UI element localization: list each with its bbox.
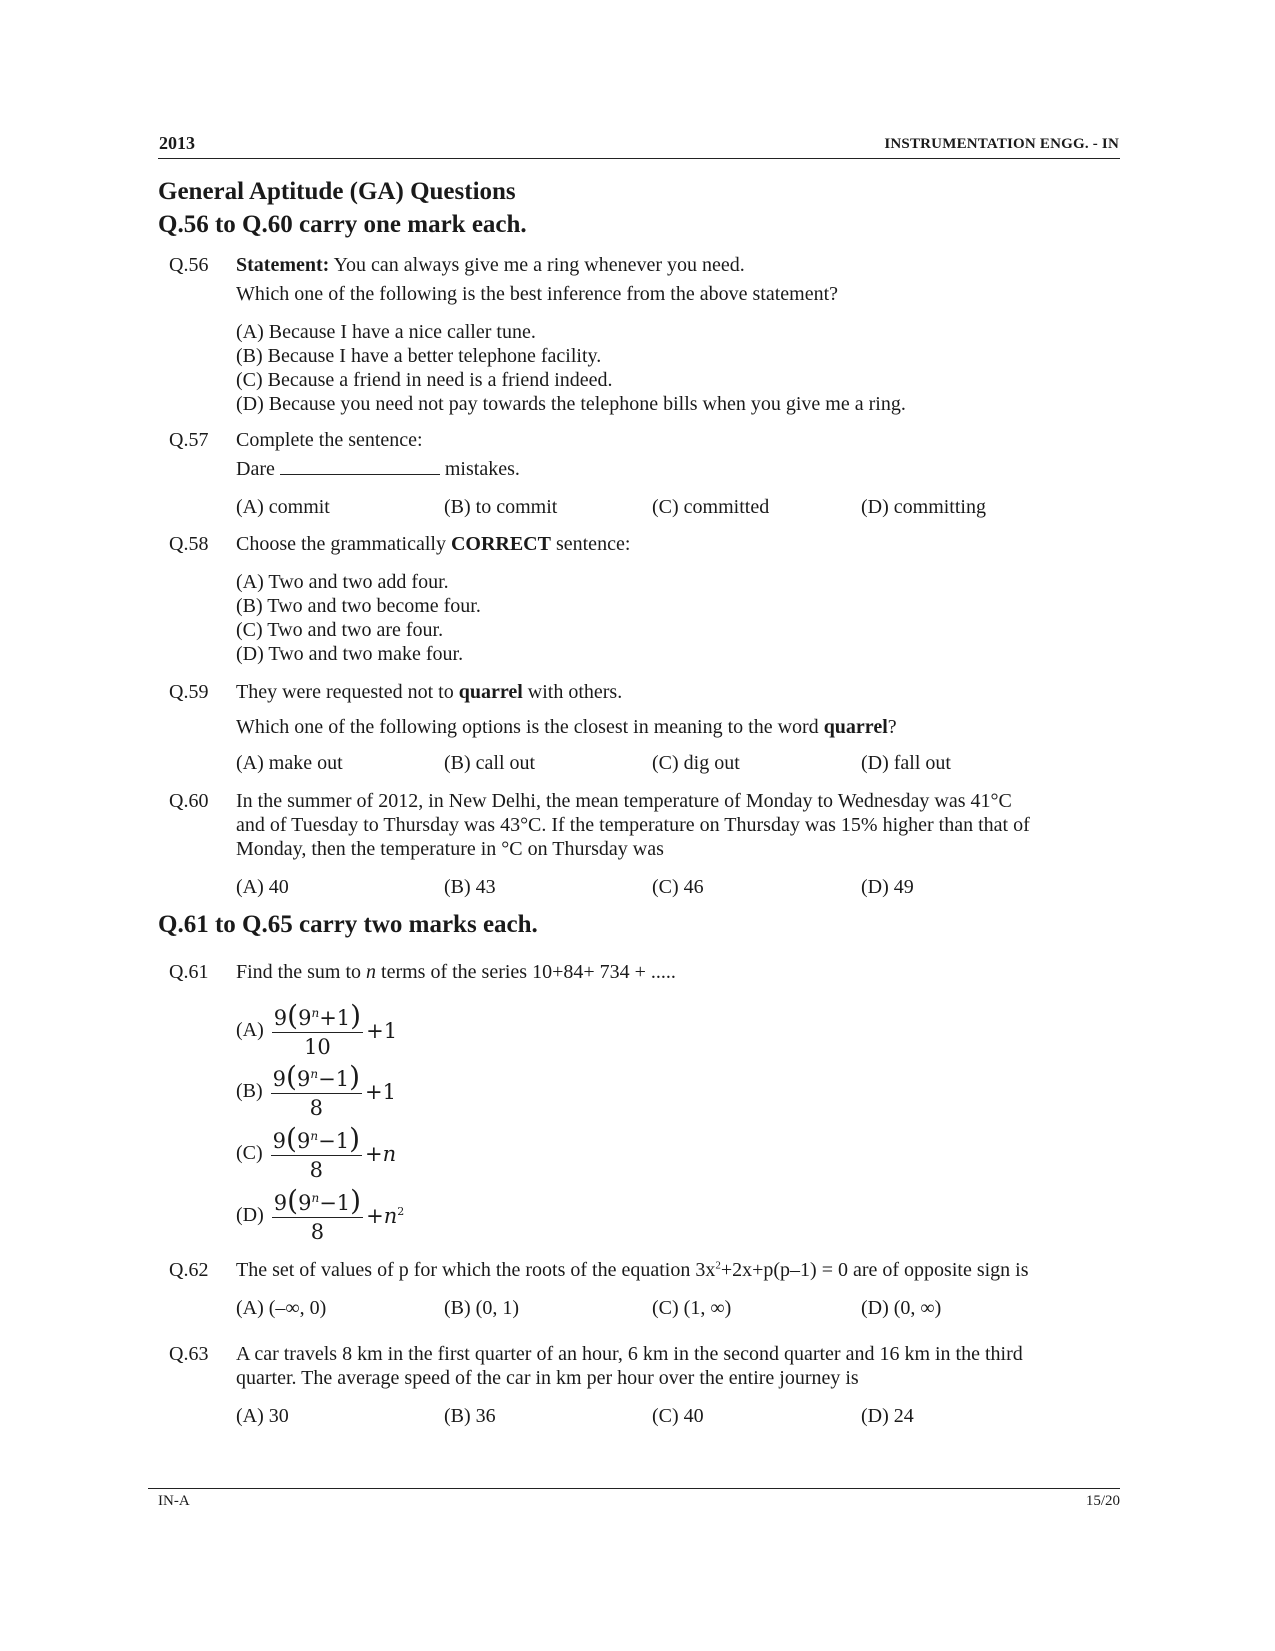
- fraction-numerator: [271, 1060, 362, 1094]
- question-number: Q.57: [169, 429, 209, 451]
- fraction-denominator: 8: [309, 1096, 324, 1120]
- num-exp: n: [310, 1067, 319, 1081]
- num-term: −1: [318, 1067, 350, 1091]
- q59-option-a[interactable]: (A) make out: [236, 752, 343, 774]
- q58-option-d[interactable]: (D) Two and two make four.: [236, 643, 464, 665]
- fraction: [272, 1184, 363, 1244]
- section-title-ga: General Aptitude (GA) Questions: [158, 178, 516, 205]
- question-number: Q.56: [169, 254, 209, 276]
- q56-statement: [236, 254, 745, 277]
- num-term: −1: [319, 1191, 351, 1215]
- q58-prompt: [236, 533, 630, 556]
- question-number: Q.63: [169, 1343, 209, 1365]
- option-label: (C): [236, 1142, 263, 1164]
- footer-rule: [148, 1488, 1120, 1489]
- q60-option-b[interactable]: (B) 43: [444, 876, 496, 898]
- tail-term: +1: [365, 1079, 396, 1104]
- fraction-numerator: [272, 999, 363, 1033]
- q58-prompt-bold: CORRECT: [450, 533, 551, 555]
- q58-prompt-start: Choose the grammatically: [236, 533, 446, 555]
- q63-line: quarter. The average speed of the car in km per hour over the entire journey is: [236, 1367, 859, 1389]
- option-tail: [365, 1080, 396, 1104]
- q62-prompt: [236, 1259, 1029, 1282]
- q61-prompt-end: terms of the series 10+84+ 734 + .....: [381, 961, 676, 983]
- footer-page-number: 15/20: [1085, 1493, 1120, 1509]
- q63-line: A car travels 8 km in the first quarter of an hour, 6 km in the second quarter and 16 km in the third: [236, 1343, 1023, 1365]
- q60-option-a[interactable]: (A) 40: [236, 876, 289, 898]
- q62-prompt-start: The set of values of p for which the roots of the equation 3x: [236, 1259, 716, 1281]
- fraction: [272, 999, 363, 1059]
- num-term: −1: [318, 1129, 350, 1153]
- q56-option-c[interactable]: (C) Because a friend in need is a friend indeed.: [236, 369, 613, 391]
- q63-option-b[interactable]: (B) 36: [444, 1405, 496, 1427]
- q58-option-c[interactable]: (C) Two and two are four.: [236, 619, 444, 641]
- num-coef: 9: [272, 1129, 287, 1153]
- header-year: 2013: [159, 133, 195, 153]
- q59-line2: [236, 716, 897, 739]
- fraction: [271, 1060, 362, 1120]
- q59-option-c[interactable]: (C) dig out: [652, 752, 740, 774]
- q57-sentence-end: mistakes.: [444, 458, 520, 480]
- tail-term: +1: [366, 1018, 398, 1043]
- q57-sentence: [236, 458, 520, 481]
- paren-close: ): [349, 1122, 360, 1155]
- num-base: 9: [296, 1067, 311, 1091]
- q63-option-c[interactable]: (C) 40: [652, 1405, 704, 1427]
- q62-option-b[interactable]: (B) (0, 1): [444, 1297, 519, 1319]
- q59-line1-end: with others.: [527, 681, 623, 703]
- q57-option-a[interactable]: (A) commit: [236, 496, 330, 518]
- paren-open: (: [286, 1060, 297, 1093]
- fill-blank: [280, 460, 440, 475]
- q56-prompt: Which one of the following is the best inference from the above statement?: [236, 283, 839, 305]
- fraction-denominator: 10: [304, 1035, 331, 1059]
- q56-option-d[interactable]: (D) Because you need not pay towards the telephone bills when you give me a ring.: [236, 393, 906, 415]
- q58-option-b[interactable]: (B) Two and two become four.: [236, 595, 481, 617]
- q59-line1: [236, 681, 622, 704]
- header-title: INSTRUMENTATION ENGG. - IN: [884, 136, 1119, 152]
- option-label: (B): [236, 1080, 263, 1102]
- q61-option-b[interactable]: [236, 1060, 396, 1120]
- num-base: 9: [298, 1191, 312, 1215]
- q56-option-a[interactable]: (A) Because I have a nice caller tune.: [236, 321, 536, 343]
- option-tail: [366, 1019, 397, 1043]
- question-number: Q.58: [169, 533, 209, 555]
- fraction: [271, 1122, 362, 1182]
- num-base: 9: [296, 1129, 311, 1153]
- header-rule: [158, 158, 1120, 159]
- q58-prompt-end: sentence:: [555, 533, 631, 555]
- q60-option-c[interactable]: (C) 46: [652, 876, 704, 898]
- num-exp: n: [310, 1129, 319, 1143]
- q60-line: Monday, then the temperature in °C on Thursday was: [236, 838, 664, 860]
- q61-option-c[interactable]: [236, 1122, 397, 1182]
- paren-close: ): [350, 1184, 362, 1217]
- q63-option-a[interactable]: (A) 30: [236, 1405, 289, 1427]
- q56-statement-label: Statement:: [236, 254, 330, 276]
- tail-term: +n: [366, 1203, 398, 1228]
- q61-option-a[interactable]: [236, 999, 398, 1059]
- fraction-denominator: 8: [309, 1158, 324, 1182]
- q57-prompt: Complete the sentence:: [236, 429, 423, 451]
- q62-prompt-end: +2x+p(p–1) = 0 are of opposite sign is: [720, 1259, 1029, 1281]
- tail-exp: 2: [397, 1204, 405, 1218]
- q58-option-a[interactable]: (A) Two and two add four.: [236, 571, 449, 593]
- num-base: 9: [298, 1006, 312, 1030]
- q59-line2-end: ?: [887, 716, 897, 738]
- q57-option-d[interactable]: (D) committing: [861, 496, 986, 518]
- footer-paper-code: IN-A: [158, 1493, 190, 1509]
- q59-option-b[interactable]: (B) call out: [444, 752, 536, 774]
- question-number: Q.62: [169, 1259, 209, 1281]
- fraction-denominator: 8: [310, 1220, 325, 1244]
- fraction-numerator: [272, 1184, 363, 1218]
- q62-option-c[interactable]: (C) (1, ∞): [652, 1297, 732, 1319]
- q62-option-a[interactable]: (A) (–∞, 0): [236, 1297, 327, 1319]
- num-coef: 9: [273, 1191, 288, 1215]
- option-tail: [366, 1204, 404, 1228]
- q62-option-d[interactable]: (D) (0, ∞): [861, 1297, 942, 1319]
- q59-line2-start: Which one of the following options is the closest in meaning to the word: [236, 716, 819, 738]
- question-number: Q.61: [169, 961, 209, 983]
- paren-close: ): [349, 1060, 360, 1093]
- q61-prompt: [236, 961, 676, 984]
- option-tail: [365, 1142, 396, 1166]
- q59-line2-bold: quarrel: [823, 716, 888, 738]
- q62-prompt-exp: 2: [715, 1259, 721, 1272]
- q59-line1-start: They were requested not to: [236, 681, 454, 703]
- paren-close: ): [350, 999, 362, 1032]
- option-label: (A): [236, 1019, 264, 1041]
- question-number: Q.59: [169, 681, 209, 703]
- paren-open: (: [287, 1184, 299, 1217]
- num-coef: 9: [272, 1067, 287, 1091]
- option-label: (D): [236, 1204, 264, 1226]
- q57-sentence-start: Dare: [236, 458, 275, 480]
- num-exp: n: [311, 1006, 320, 1020]
- q61-prompt-var: n: [366, 961, 377, 983]
- q61-prompt-start: Find the sum to: [236, 961, 362, 983]
- section-title-two-marks: Q.61 to Q.65 carry two marks each.: [158, 911, 538, 938]
- q57-option-c[interactable]: (C) committed: [652, 496, 770, 518]
- q57-option-b[interactable]: (B) to commit: [444, 496, 558, 518]
- paren-open: (: [286, 1122, 297, 1155]
- q60-line: and of Tuesday to Thursday was 43°C. If the temperature on Thursday was 15% higher than that of: [236, 814, 1030, 836]
- q61-option-d[interactable]: [236, 1184, 405, 1244]
- paren-open: (: [287, 999, 299, 1032]
- q59-option-d[interactable]: (D) fall out: [861, 752, 951, 774]
- question-number: Q.60: [169, 790, 209, 812]
- q59-line1-bold: quarrel: [458, 681, 523, 703]
- num-exp: n: [311, 1191, 320, 1205]
- section-title-one-mark: Q.56 to Q.60 carry one mark each.: [158, 211, 527, 238]
- q60-line: In the summer of 2012, in New Delhi, the mean temperature of Monday to Wednesday was 41°C: [236, 790, 1012, 812]
- q56-option-b[interactable]: (B) Because I have a better telephone facility.: [236, 345, 602, 367]
- tail-term: +n: [365, 1141, 397, 1166]
- q63-option-d[interactable]: (D) 24: [861, 1405, 914, 1427]
- fraction-numerator: [271, 1122, 362, 1156]
- num-term: +1: [319, 1006, 351, 1030]
- q56-statement-text: You can always give me a ring whenever you need.: [333, 254, 745, 276]
- q60-option-d[interactable]: (D) 49: [861, 876, 914, 898]
- num-coef: 9: [273, 1006, 288, 1030]
